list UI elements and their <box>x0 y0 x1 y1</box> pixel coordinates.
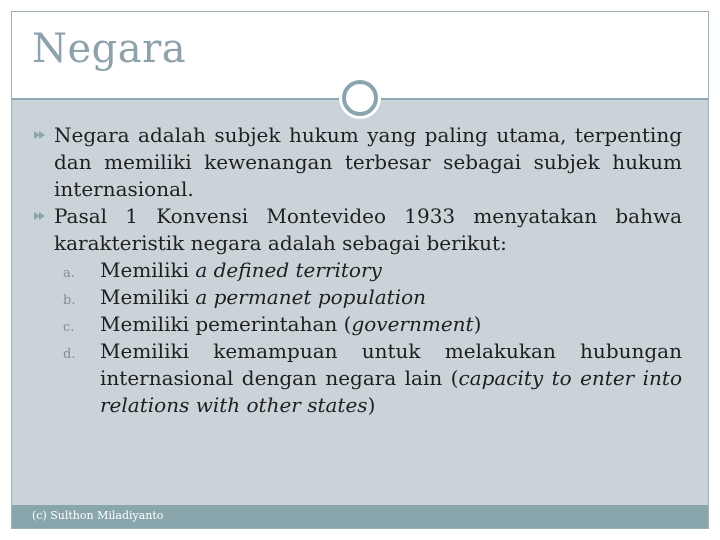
list-text-italic: a defined territory <box>195 258 382 282</box>
footer-band <box>12 505 708 528</box>
slide <box>11 11 709 529</box>
list-item <box>32 257 682 284</box>
bullet-item <box>32 122 682 203</box>
arrow-bullet-icon <box>34 129 48 141</box>
list-item <box>32 284 682 311</box>
list-text-italic: capacity to enter into relations with other states <box>100 366 682 417</box>
list-text: Memiliki pemerintahan ( <box>100 312 352 336</box>
list-text-tail: ) <box>473 312 482 336</box>
slide-content <box>32 122 682 419</box>
arrow-bullet-icon <box>34 210 48 222</box>
list-text-italic: government <box>351 312 474 336</box>
footer-credit: (c) Sulthon Miladiyanto <box>32 509 164 522</box>
ring-ornament-icon <box>342 80 378 116</box>
list-text: Memiliki <box>100 258 196 282</box>
list-marker: b. <box>63 293 76 308</box>
bullet-text: Negara adalah subjek hukum yang paling utama, terpenting dan memiliki kewenangan terbesar sebagai subjek hukum internasional. <box>54 123 682 201</box>
list-marker: d. <box>63 347 76 362</box>
list-item <box>32 311 682 338</box>
list-text: Memiliki kemampuan untuk melakukan hubungan internasional dengan negara lain ( <box>100 339 682 390</box>
list-item <box>32 338 682 419</box>
list-text: Memiliki <box>100 285 196 309</box>
list-marker: a. <box>63 266 75 281</box>
slide-title: Negara <box>32 26 187 72</box>
list-marker: c. <box>63 320 75 335</box>
list-text-italic: a permanet population <box>195 285 427 309</box>
bullet-text: Pasal 1 Konvensi Montevideo 1933 menyatakan bahwa karakteristik negara adalah sebagai berikut: <box>54 204 682 255</box>
bullet-item <box>32 203 682 257</box>
list-text-tail: ) <box>367 393 376 417</box>
